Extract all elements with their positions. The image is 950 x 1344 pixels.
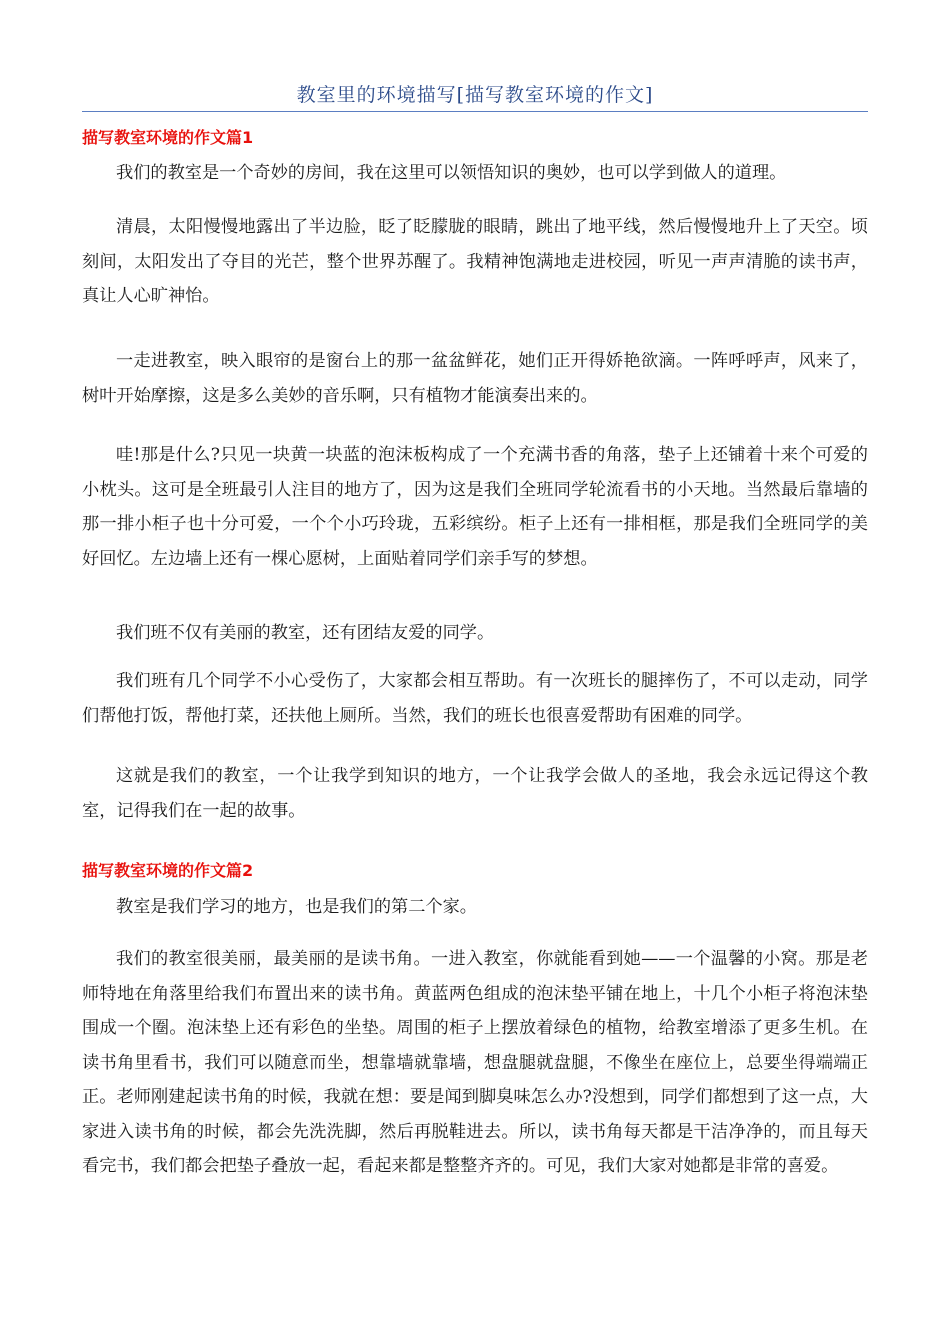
paragraph: 这就是我们的教室，一个让我学到知识的地方，一个让我学会做人的圣地，我会永远记得这个教室，记得我们在一起的故事。 [82, 766, 868, 821]
paragraph: 教室是我们学习的地方，也是我们的第二个家。 [116, 897, 477, 917]
paragraph: 一走进教室，映入眼帘的是窗台上的那一盆盆鲜花，她们正开得娇艳欲滴。一阵呼呼声，风来了，树叶开始摩擦，这是多么美妙的音乐啊，只有植物才能演奏出来的。 [82, 351, 868, 406]
section-heading-1: 描写教室环境的作文篇1 [82, 128, 254, 147]
paragraph: 我们班有几个同学不小心受伤了，大家都会相互帮助。有一次班长的腿摔伤了，不可以走动，同学们帮他打饭，帮他打菜，还扶他上厕所。当然，我们的班长也很喜爱帮助有困难的同学。 [82, 671, 868, 726]
paragraph: 我们的教室很美丽，最美丽的是读书角。一进入教室，你就能看到她——一个温馨的小窝。那是老师特地在角落里给我们布置出来的读书角。黄蓝两色组成的泡沫垫平铺在地上，十几个小柜子将泡沫垫围成一个圈。泡沫垫上还有彩色的坐垫。周围的柜子上摆放着绿色的植物，给教室增添了更多生机。在读书角里看书，我们可以随意而坐，想靠墙就靠墙，想盘腿就盘腿，不像坐在座位上，总要坐得端端正正。老师刚建起读书角的时候，我就在想：要是闻到脚臭味怎么办?没想到，同学们都想到了这一点，大家进入读书角的时候，都会先洗洗脚，然后再脱鞋进去。所以，读书角每天都是干洁净净的，而且每天看完书，我们都会把垫子叠放一起，看起来都是整整齐齐的。可见，我们大家对她都是非常的喜爱。 [82, 949, 868, 1176]
paragraph: 我们的教室是一个奇妙的房间，我在这里可以领悟知识的奥妙，也可以学到做人的道理。 [116, 163, 787, 183]
paragraph: 我们班不仅有美丽的教室，还有团结友爱的同学。 [116, 623, 495, 643]
paragraph: 清晨，太阳慢慢地露出了半边脸，眨了眨朦胧的眼睛，跳出了地平线，然后慢慢地升上了天空。顷刻间，太阳发出了夺目的光芒，整个世界苏醒了。我精神饱满地走进校园，听见一声声清脆的读书声，真让人心旷神怡。 [82, 217, 868, 306]
document-title: 教室里的环境描写[描写教室环境的作文] [296, 84, 654, 106]
section-heading-2: 描写教室环境的作文篇2 [82, 861, 254, 880]
title-underline [82, 111, 868, 112]
paragraph: 哇!那是什么?只见一块黄一块蓝的泡沫板构成了一个充满书香的角落，垫子上还铺着十来个可爱的小枕头。这可是全班最引人注目的地方了，因为这是我们全班同学轮流看书的小天地。当然最后靠墙的那一排小柜子也十分可爱，一个个小巧玲珑，五彩缤纷。柜子上还有一排相框，那是我们全班同学的美好回忆。左边墙上还有一棵心愿树，上面贴着同学们亲手写的梦想。 [82, 445, 868, 569]
